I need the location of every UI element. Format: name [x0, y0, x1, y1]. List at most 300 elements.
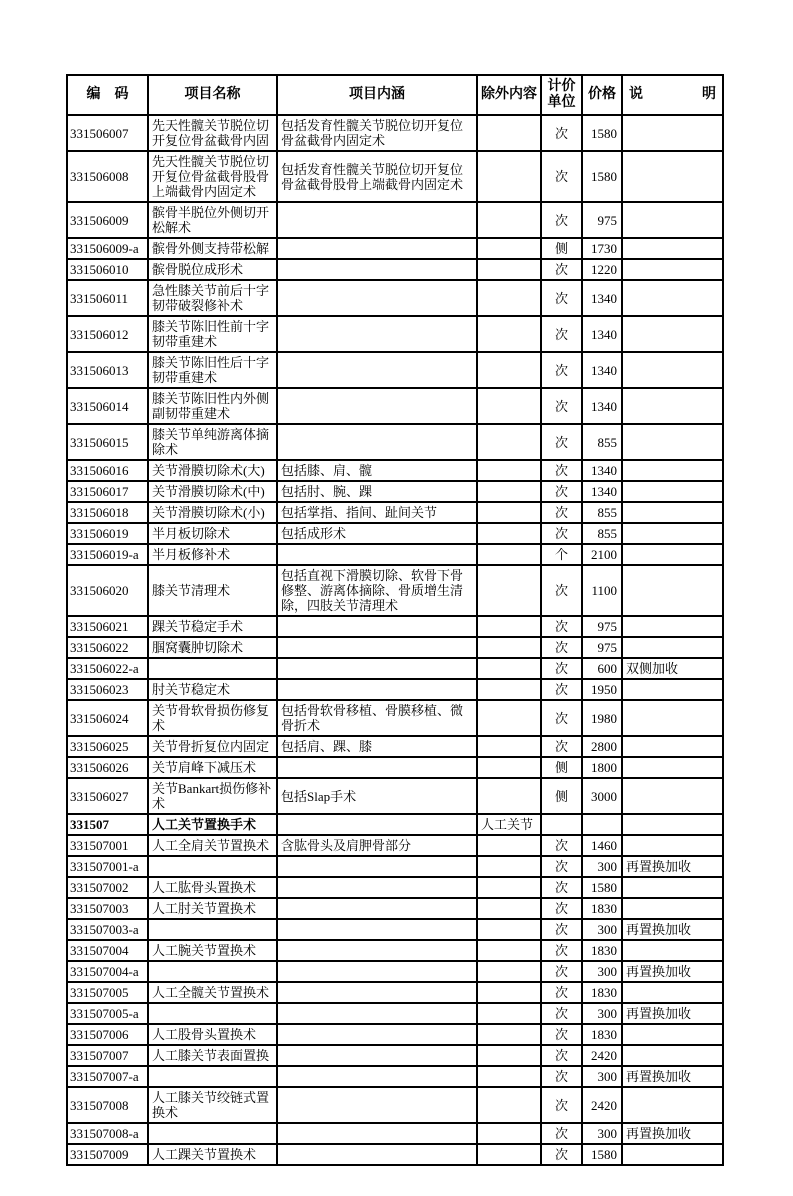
cell-excl — [477, 151, 541, 202]
cell-unit: 次 — [541, 940, 582, 961]
cell-excl — [477, 679, 541, 700]
table-row — [67, 961, 723, 982]
cell-price: 1460 — [582, 835, 622, 856]
cell-unit: 次 — [541, 1144, 582, 1165]
table-row — [67, 919, 723, 940]
cell-price: 1340 — [582, 460, 622, 481]
cell-code: 331507005 — [67, 982, 148, 1003]
cell-desc: 包括发育性髋关节脱位切开复位骨盆截骨股骨上端截骨内固定术 — [277, 151, 477, 202]
table-row — [67, 1024, 723, 1045]
cell-price: 600 — [582, 658, 622, 679]
table-row — [67, 565, 723, 616]
column-header-unit: 计价单位 — [541, 75, 582, 115]
cell-unit: 次 — [541, 1087, 582, 1123]
cell-excl — [477, 835, 541, 856]
table-row — [67, 856, 723, 877]
cell-excl — [477, 481, 541, 502]
cell-code: 331506022-a — [67, 658, 148, 679]
cell-price: 1580 — [582, 151, 622, 202]
cell-desc — [277, 616, 477, 637]
table-row — [67, 316, 723, 352]
cell-excl — [477, 1045, 541, 1066]
cell-desc: 包括肩、踝、膝 — [277, 736, 477, 757]
cell-note — [622, 460, 723, 481]
cell-price — [582, 814, 622, 835]
cell-unit: 次 — [541, 736, 582, 757]
cell-price: 1100 — [582, 565, 622, 616]
cell-desc — [277, 544, 477, 565]
cell-name: 关节肩峰下减压术 — [148, 757, 277, 778]
cell-excl — [477, 1144, 541, 1165]
cell-name: 关节Bankart损伤修补术 — [148, 778, 277, 814]
cell-code: 331506023 — [67, 679, 148, 700]
table-row — [67, 424, 723, 460]
cell-code: 331507001 — [67, 835, 148, 856]
cell-excl — [477, 544, 541, 565]
column-header-excl: 除外内容 — [477, 75, 541, 115]
table-row — [67, 757, 723, 778]
cell-desc: 包括Slap手术 — [277, 778, 477, 814]
cell-excl — [477, 919, 541, 940]
cell-excl — [477, 898, 541, 919]
cell-code: 331506018 — [67, 502, 148, 523]
cell-price: 300 — [582, 961, 622, 982]
cell-note — [622, 565, 723, 616]
table-row — [67, 1045, 723, 1066]
cell-price: 1800 — [582, 757, 622, 778]
table-row — [67, 280, 723, 316]
cell-note: 再置换加收 — [622, 919, 723, 940]
cell-desc — [277, 202, 477, 238]
cell-excl — [477, 316, 541, 352]
cell-code: 331506009-a — [67, 238, 148, 259]
cell-desc — [277, 658, 477, 679]
cell-excl — [477, 1024, 541, 1045]
cell-note — [622, 778, 723, 814]
cell-desc: 包括骨软骨移植、骨膜移植、微骨折术 — [277, 700, 477, 736]
cell-excl — [477, 700, 541, 736]
cell-desc: 包括发育性髋关节脱位切开复位骨盆截骨内固定术 — [277, 115, 477, 151]
column-header-price: 价格 — [582, 75, 622, 115]
table-row — [67, 1144, 723, 1165]
cell-excl — [477, 757, 541, 778]
cell-name — [148, 658, 277, 679]
cell-price: 1340 — [582, 352, 622, 388]
cell-price: 1220 — [582, 259, 622, 280]
cell-price: 1340 — [582, 316, 622, 352]
cell-excl — [477, 259, 541, 280]
cell-name: 先天性髋关节脱位切开复位骨盆截骨股骨上端截骨内固定术 — [148, 151, 277, 202]
cell-excl — [477, 115, 541, 151]
column-header-note: 说明 — [622, 75, 723, 115]
cell-desc — [277, 388, 477, 424]
column-header-desc: 项目内涵 — [277, 75, 477, 115]
cell-excl — [477, 424, 541, 460]
cell-desc — [277, 316, 477, 352]
cell-note — [622, 637, 723, 658]
cell-unit: 次 — [541, 1123, 582, 1144]
cell-note — [622, 280, 723, 316]
cell-unit: 侧 — [541, 238, 582, 259]
cell-note — [622, 736, 723, 757]
table-row — [67, 736, 723, 757]
cell-unit: 次 — [541, 151, 582, 202]
cell-note: 再置换加收 — [622, 1066, 723, 1087]
cell-excl — [477, 658, 541, 679]
cell-unit: 次 — [541, 115, 582, 151]
cell-desc: 包括掌指、指间、趾间关节 — [277, 502, 477, 523]
cell-name — [148, 961, 277, 982]
cell-note — [622, 151, 723, 202]
cell-note — [622, 1045, 723, 1066]
cell-unit: 侧 — [541, 757, 582, 778]
cell-code: 331506019-a — [67, 544, 148, 565]
cell-name: 关节滑膜切除术(小) — [148, 502, 277, 523]
table-row — [67, 982, 723, 1003]
cell-note — [622, 523, 723, 544]
cell-name — [148, 1123, 277, 1144]
cell-unit: 次 — [541, 316, 582, 352]
cell-price: 2420 — [582, 1087, 622, 1123]
cell-unit: 次 — [541, 616, 582, 637]
document-page — [0, 74, 793, 1196]
cell-name — [148, 856, 277, 877]
cell-excl — [477, 238, 541, 259]
cell-name: 膝关节陈旧性内外侧副韧带重建术 — [148, 388, 277, 424]
cell-unit: 个 — [541, 544, 582, 565]
table-row — [67, 460, 723, 481]
cell-note — [622, 238, 723, 259]
cell-name: 急性膝关节前后十字韧带破裂修补术 — [148, 280, 277, 316]
cell-code: 331507006 — [67, 1024, 148, 1045]
cell-name: 关节骨折复位内固定 — [148, 736, 277, 757]
cell-name: 人工全髋关节置换术 — [148, 982, 277, 1003]
cell-desc: 含肱骨头及肩胛骨部分 — [277, 835, 477, 856]
cell-code: 331506025 — [67, 736, 148, 757]
table-row — [67, 352, 723, 388]
cell-unit: 次 — [541, 1045, 582, 1066]
cell-desc — [277, 877, 477, 898]
section-row — [67, 814, 723, 835]
cell-name: 人工关节置换手术 — [148, 814, 277, 835]
price-table — [66, 74, 724, 1166]
cell-desc — [277, 961, 477, 982]
cell-unit: 次 — [541, 700, 582, 736]
cell-desc — [277, 1024, 477, 1045]
cell-unit: 次 — [541, 1024, 582, 1045]
cell-price: 855 — [582, 424, 622, 460]
cell-desc — [277, 757, 477, 778]
cell-code: 331506017 — [67, 481, 148, 502]
cell-code: 331507008 — [67, 1087, 148, 1123]
cell-excl — [477, 352, 541, 388]
table-row — [67, 835, 723, 856]
cell-price: 1580 — [582, 1144, 622, 1165]
cell-code: 331507009 — [67, 1144, 148, 1165]
cell-code: 331506014 — [67, 388, 148, 424]
cell-note — [622, 679, 723, 700]
cell-note — [622, 898, 723, 919]
cell-price: 1830 — [582, 982, 622, 1003]
cell-note — [622, 982, 723, 1003]
cell-name: 人工腕关节置换术 — [148, 940, 277, 961]
table-row — [67, 940, 723, 961]
cell-note — [622, 502, 723, 523]
cell-name: 先天性髋关节脱位切开复位骨盆截骨内固 — [148, 115, 277, 151]
cell-desc — [277, 856, 477, 877]
cell-unit: 次 — [541, 1003, 582, 1024]
cell-code: 331507002 — [67, 877, 148, 898]
cell-name: 人工全肩关节置换术 — [148, 835, 277, 856]
cell-unit: 次 — [541, 679, 582, 700]
cell-note — [622, 700, 723, 736]
cell-code: 331507004-a — [67, 961, 148, 982]
cell-code: 331506020 — [67, 565, 148, 616]
table-row — [67, 637, 723, 658]
cell-desc — [277, 814, 477, 835]
column-header-code: 编 码 — [67, 75, 148, 115]
cell-desc — [277, 679, 477, 700]
cell-excl — [477, 202, 541, 238]
cell-price: 300 — [582, 1123, 622, 1144]
table-row — [67, 1066, 723, 1087]
cell-code: 331507001-a — [67, 856, 148, 877]
table-row — [67, 388, 723, 424]
cell-desc — [277, 982, 477, 1003]
table-row — [67, 202, 723, 238]
cell-name: 关节滑膜切除术(大) — [148, 460, 277, 481]
cell-code: 331506019 — [67, 523, 148, 544]
cell-note: 再置换加收 — [622, 1003, 723, 1024]
cell-price: 855 — [582, 502, 622, 523]
cell-note — [622, 202, 723, 238]
cell-price: 1340 — [582, 280, 622, 316]
cell-desc: 包括膝、肩、髋 — [277, 460, 477, 481]
cell-note — [622, 115, 723, 151]
cell-code: 331507007-a — [67, 1066, 148, 1087]
table-body — [67, 115, 723, 1165]
cell-name: 膝关节陈旧性前十字韧带重建术 — [148, 316, 277, 352]
cell-unit: 次 — [541, 961, 582, 982]
cell-desc — [277, 424, 477, 460]
cell-excl — [477, 982, 541, 1003]
cell-name: 人工股骨头置换术 — [148, 1024, 277, 1045]
cell-desc — [277, 238, 477, 259]
cell-price: 1830 — [582, 1024, 622, 1045]
cell-note — [622, 757, 723, 778]
cell-note — [622, 616, 723, 637]
cell-desc — [277, 1045, 477, 1066]
cell-name: 髌骨外侧支持带松解 — [148, 238, 277, 259]
cell-desc — [277, 280, 477, 316]
table-row — [67, 1003, 723, 1024]
cell-note: 再置换加收 — [622, 856, 723, 877]
cell-desc — [277, 352, 477, 388]
table-row — [67, 1123, 723, 1144]
cell-note — [622, 259, 723, 280]
table-row — [67, 502, 723, 523]
cell-note — [622, 544, 723, 565]
cell-code: 331506026 — [67, 757, 148, 778]
table-row — [67, 259, 723, 280]
cell-price: 2100 — [582, 544, 622, 565]
cell-excl — [477, 523, 541, 544]
cell-note — [622, 814, 723, 835]
cell-note: 双侧加收 — [622, 658, 723, 679]
cell-note — [622, 388, 723, 424]
cell-name: 人工踝关节置换术 — [148, 1144, 277, 1165]
cell-note: 再置换加收 — [622, 1123, 723, 1144]
cell-unit: 侧 — [541, 778, 582, 814]
cell-excl: 人工关节 — [477, 814, 541, 835]
cell-unit: 次 — [541, 856, 582, 877]
cell-code: 331506009 — [67, 202, 148, 238]
cell-code: 331506012 — [67, 316, 148, 352]
cell-price: 975 — [582, 202, 622, 238]
cell-code: 331506021 — [67, 616, 148, 637]
table-row — [67, 481, 723, 502]
cell-code: 331507003-a — [67, 919, 148, 940]
cell-price: 1830 — [582, 940, 622, 961]
cell-note — [622, 877, 723, 898]
table-row — [67, 658, 723, 679]
cell-code: 331506013 — [67, 352, 148, 388]
cell-desc — [277, 1123, 477, 1144]
cell-note — [622, 1024, 723, 1045]
cell-excl — [477, 961, 541, 982]
cell-price: 300 — [582, 919, 622, 940]
cell-price: 855 — [582, 523, 622, 544]
cell-unit: 次 — [541, 259, 582, 280]
table-row — [67, 778, 723, 814]
cell-price: 975 — [582, 637, 622, 658]
cell-excl — [477, 1066, 541, 1087]
cell-name: 人工肘关节置换术 — [148, 898, 277, 919]
cell-code: 331507005-a — [67, 1003, 148, 1024]
cell-name: 髌骨半脱位外侧切开松解术 — [148, 202, 277, 238]
cell-name: 人工膝关节绞链式置换术 — [148, 1087, 277, 1123]
cell-code: 331506011 — [67, 280, 148, 316]
table-row — [67, 616, 723, 637]
cell-price: 975 — [582, 616, 622, 637]
cell-price: 1580 — [582, 115, 622, 151]
cell-price: 1340 — [582, 481, 622, 502]
cell-code: 331506007 — [67, 115, 148, 151]
table-row — [67, 700, 723, 736]
cell-note — [622, 1144, 723, 1165]
cell-desc — [277, 919, 477, 940]
cell-desc — [277, 637, 477, 658]
cell-name: 人工膝关节表面置换 — [148, 1045, 277, 1066]
cell-note — [622, 424, 723, 460]
cell-code: 331507004 — [67, 940, 148, 961]
cell-price: 1830 — [582, 898, 622, 919]
cell-excl — [477, 736, 541, 757]
cell-name: 肘关节稳定术 — [148, 679, 277, 700]
cell-excl — [477, 856, 541, 877]
cell-code: 331507003 — [67, 898, 148, 919]
cell-desc — [277, 1087, 477, 1123]
cell-unit: 次 — [541, 424, 582, 460]
cell-price: 1980 — [582, 700, 622, 736]
cell-desc — [277, 1066, 477, 1087]
cell-note — [622, 316, 723, 352]
cell-code: 331506016 — [67, 460, 148, 481]
table-row — [67, 544, 723, 565]
cell-desc: 包括成形术 — [277, 523, 477, 544]
cell-desc: 包括肘、腕、踝 — [277, 481, 477, 502]
column-header-name: 项目名称 — [148, 75, 277, 115]
cell-excl — [477, 1087, 541, 1123]
cell-name: 膝关节陈旧性后十字韧带重建术 — [148, 352, 277, 388]
cell-excl — [477, 616, 541, 637]
cell-unit: 次 — [541, 202, 582, 238]
cell-name: 腘窝囊肿切除术 — [148, 637, 277, 658]
cell-name: 人工肱骨头置换术 — [148, 877, 277, 898]
cell-name: 髌骨脱位成形术 — [148, 259, 277, 280]
cell-code: 331506010 — [67, 259, 148, 280]
cell-note — [622, 352, 723, 388]
cell-unit: 次 — [541, 877, 582, 898]
table-row — [67, 523, 723, 544]
cell-code: 331507 — [67, 814, 148, 835]
cell-desc — [277, 1144, 477, 1165]
cell-note — [622, 835, 723, 856]
cell-name — [148, 1066, 277, 1087]
table-row — [67, 679, 723, 700]
cell-unit: 次 — [541, 835, 582, 856]
cell-name: 关节骨软骨损伤修复术 — [148, 700, 277, 736]
cell-note: 再置换加收 — [622, 961, 723, 982]
cell-excl — [477, 502, 541, 523]
table-row — [67, 115, 723, 151]
cell-name: 半月板修补术 — [148, 544, 277, 565]
cell-code: 331506008 — [67, 151, 148, 202]
cell-price: 300 — [582, 1003, 622, 1024]
cell-note — [622, 481, 723, 502]
cell-unit: 次 — [541, 982, 582, 1003]
cell-price: 1340 — [582, 388, 622, 424]
cell-code: 331506015 — [67, 424, 148, 460]
cell-unit: 次 — [541, 280, 582, 316]
cell-code: 331506027 — [67, 778, 148, 814]
cell-desc — [277, 1003, 477, 1024]
cell-excl — [477, 1003, 541, 1024]
cell-name — [148, 919, 277, 940]
cell-excl — [477, 778, 541, 814]
cell-unit: 次 — [541, 352, 582, 388]
cell-excl — [477, 280, 541, 316]
cell-unit: 次 — [541, 919, 582, 940]
cell-excl — [477, 877, 541, 898]
cell-excl — [477, 460, 541, 481]
cell-note — [622, 940, 723, 961]
table-row — [67, 898, 723, 919]
cell-price: 300 — [582, 1066, 622, 1087]
cell-unit: 次 — [541, 637, 582, 658]
cell-name: 踝关节稳定手术 — [148, 616, 277, 637]
cell-unit: 次 — [541, 898, 582, 919]
cell-price: 1950 — [582, 679, 622, 700]
cell-price: 2800 — [582, 736, 622, 757]
cell-desc: 包括直视下滑膜切除、软骨下骨修整、游离体摘除、骨质增生清除，四肢关节清理术 — [277, 565, 477, 616]
cell-price: 1580 — [582, 877, 622, 898]
cell-note — [622, 1087, 723, 1123]
cell-unit: 次 — [541, 388, 582, 424]
table-header-row — [67, 75, 723, 115]
table-row — [67, 238, 723, 259]
cell-excl — [477, 1123, 541, 1144]
